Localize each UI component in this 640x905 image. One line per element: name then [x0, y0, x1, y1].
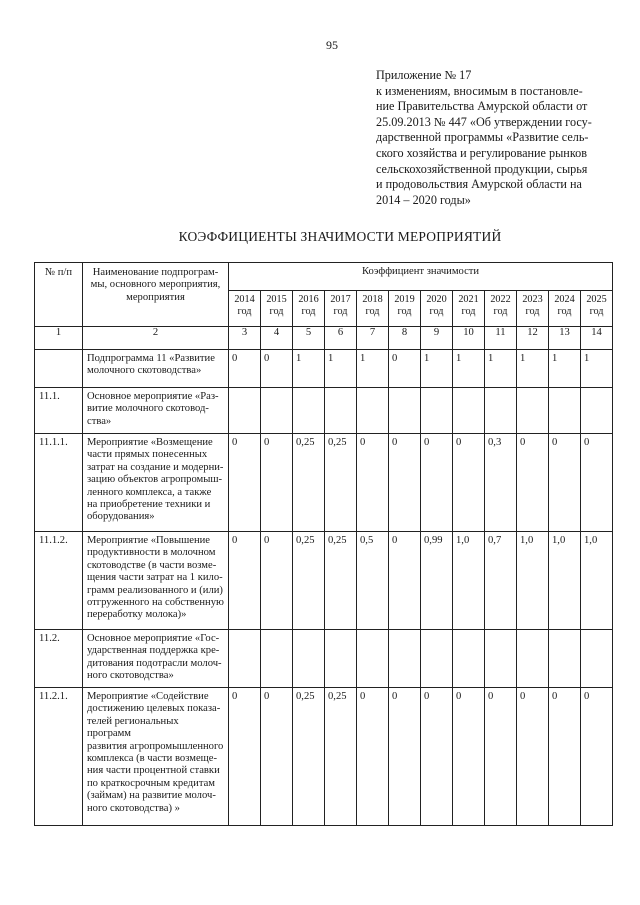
- coefficient-value: 0: [389, 688, 421, 826]
- coefficient-value: 0,25: [325, 532, 357, 630]
- table-row: [35, 630, 613, 688]
- appendix-line: Приложение № 17: [376, 68, 472, 82]
- table-row: [35, 350, 613, 388]
- coefficient-value: 0: [485, 688, 517, 826]
- coefficient-value: 0,5: [357, 532, 389, 630]
- row-name: Подпрограмма 11 «Развитие молочного скотоводства»: [83, 350, 229, 388]
- row-name: Основное мероприятие «Гос- ударственная поддержка кре- дитования подотрасли молоч- ного скотоводства»: [83, 630, 229, 688]
- row-number: 11.2.: [35, 630, 83, 688]
- coefficient-value: 0: [453, 434, 485, 532]
- coefficient-value: [389, 630, 421, 688]
- index-cell: 11: [485, 327, 517, 350]
- coefficient-value: 1: [357, 350, 389, 388]
- coefficient-value: 0: [581, 434, 613, 532]
- coefficient-value: 0,25: [325, 688, 357, 826]
- coefficient-value: [325, 630, 357, 688]
- coefficients-table: [34, 262, 613, 826]
- coefficient-value: 0: [229, 688, 261, 826]
- header-year: 2021 год: [453, 291, 485, 327]
- document-title: КОЭФФИЦИЕНТЫ ЗНАЧИМОСТИ МЕРОПРИЯТИЙ: [178, 229, 502, 244]
- coefficient-value: [229, 630, 261, 688]
- coefficient-value: [549, 388, 581, 434]
- table-row: [35, 434, 613, 532]
- coefficient-value: [421, 630, 453, 688]
- header-year: 2022 год: [485, 291, 517, 327]
- coefficient-value: 0: [389, 350, 421, 388]
- coefficient-value: 0,25: [293, 434, 325, 532]
- coefficient-value: [293, 388, 325, 434]
- coefficient-value: [325, 388, 357, 434]
- coefficient-value: 1,0: [517, 532, 549, 630]
- coefficient-value: 0: [581, 688, 613, 826]
- coefficient-value: 0: [389, 532, 421, 630]
- coefficient-value: 1: [293, 350, 325, 388]
- coefficient-value: 0: [261, 350, 293, 388]
- index-cell: 14: [581, 327, 613, 350]
- coefficient-value: [421, 388, 453, 434]
- header-num: № п/п: [35, 263, 83, 327]
- coefficient-value: 1: [453, 350, 485, 388]
- appendix-line: ние Правительства Амурской области от: [376, 99, 588, 114]
- appendix-line: к изменениям, вносимым в постановле-: [376, 83, 583, 98]
- coefficient-value: 0: [549, 434, 581, 532]
- coefficient-value: [357, 630, 389, 688]
- coefficient-value: 1: [485, 350, 517, 388]
- coefficient-value: 1,0: [581, 532, 613, 630]
- coefficient-value: 0,3: [485, 434, 517, 532]
- row-name: Основное мероприятие «Раз- витие молочного скотовод- ства»: [83, 388, 229, 434]
- coefficient-value: [485, 388, 517, 434]
- index-cell: 13: [549, 327, 581, 350]
- coefficient-value: 0: [229, 350, 261, 388]
- coefficient-value: 0: [261, 688, 293, 826]
- coefficient-value: 0: [421, 434, 453, 532]
- header-year: 2023 год: [517, 291, 549, 327]
- coefficient-value: [517, 630, 549, 688]
- coefficient-value: [229, 388, 261, 434]
- coefficient-value: [549, 630, 581, 688]
- header-year: 2019 год: [389, 291, 421, 327]
- coefficient-value: [453, 388, 485, 434]
- coefficient-value: 1,0: [549, 532, 581, 630]
- coefficient-value: 0: [229, 434, 261, 532]
- header-year: 2014 год: [229, 291, 261, 327]
- appendix-line: и продовольствия Амурской области на: [376, 177, 582, 192]
- coefficient-value: 0: [229, 532, 261, 630]
- row-number: [35, 350, 83, 388]
- coefficient-value: 0: [389, 434, 421, 532]
- coefficient-value: 0: [421, 688, 453, 826]
- coefficient-value: 1: [421, 350, 453, 388]
- header-year: 2025 год: [581, 291, 613, 327]
- coefficient-value: [581, 388, 613, 434]
- table-row: [35, 688, 613, 826]
- header-year: 2018 год: [357, 291, 389, 327]
- row-name: Мероприятие «Возмещение части прямых понесенных затрат на создание и модерни- зацию объектов агропромыш- ленного комплекса, а также на приобретение техники и оборудования»: [83, 434, 229, 532]
- row-name: Мероприятие «Содействие достижению целевых показа- телей региональных программ развития агропромышленного комплекса (в части возмеще- ния части процентной ставки по краткосрочным кредитам (займам) на развитие молоч- ного скотоводства) »: [83, 688, 229, 826]
- coefficient-value: 0: [357, 434, 389, 532]
- header-name: Наименование подпрограм- мы, основного мероприятия, мероприятия: [83, 263, 229, 327]
- appendix-line: сельскохозяйственной продукции, сырья: [376, 161, 588, 176]
- coefficient-value: 0,99: [421, 532, 453, 630]
- coefficient-value: 0: [261, 434, 293, 532]
- row-number: 11.1.1.: [35, 434, 83, 532]
- coefficient-value: 0,7: [485, 532, 517, 630]
- index-cell: 10: [453, 327, 485, 350]
- coefficient-value: 0,25: [293, 532, 325, 630]
- coefficient-value: 0,25: [293, 688, 325, 826]
- index-cell: 3: [229, 327, 261, 350]
- coefficient-value: [261, 388, 293, 434]
- index-cell: 2: [83, 327, 229, 350]
- appendix-line: 2014 – 2020 годы»: [376, 192, 471, 207]
- table-row: [35, 532, 613, 630]
- coefficient-value: 0: [517, 434, 549, 532]
- coefficient-value: 1: [581, 350, 613, 388]
- coefficient-value: [453, 630, 485, 688]
- coefficient-value: [357, 388, 389, 434]
- coefficient-value: 0: [261, 532, 293, 630]
- index-cell: 7: [357, 327, 389, 350]
- index-cell: 9: [421, 327, 453, 350]
- coefficient-value: 0,25: [325, 434, 357, 532]
- header-year: 2020 год: [421, 291, 453, 327]
- coefficient-value: 1: [325, 350, 357, 388]
- row-number: 11.1.: [35, 388, 83, 434]
- header-year: 2017 год: [325, 291, 357, 327]
- index-cell: 1: [35, 327, 83, 350]
- index-cell: 8: [389, 327, 421, 350]
- table-row: [35, 388, 613, 434]
- coefficient-value: 0: [517, 688, 549, 826]
- appendix-line: дарственной программы «Развитие сель-: [376, 130, 589, 145]
- coefficient-value: 0: [453, 688, 485, 826]
- coefficient-value: [293, 630, 325, 688]
- coefficient-value: 1: [549, 350, 581, 388]
- appendix-line: 25.09.2013 № 447 «Об утверждении госу-: [376, 114, 592, 129]
- index-cell: 12: [517, 327, 549, 350]
- page-number: 95: [326, 38, 338, 52]
- coefficient-value: [581, 630, 613, 688]
- row-name: Мероприятие «Повышение продуктивности в молочном скотоводстве (в части возме- щения части затрат на 1 кило- грамм реализованного и (или) отгруженного на собственную переработку молока)»: [83, 532, 229, 630]
- appendix-note: [376, 68, 616, 208]
- coefficient-value: 0: [549, 688, 581, 826]
- header-coefficient: Коэффициент значимости: [229, 263, 613, 291]
- coefficient-value: 1: [517, 350, 549, 388]
- row-number: 11.2.1.: [35, 688, 83, 826]
- coefficient-value: 0: [357, 688, 389, 826]
- header-year: 2016 год: [293, 291, 325, 327]
- index-cell: 5: [293, 327, 325, 350]
- coefficient-value: 1,0: [453, 532, 485, 630]
- appendix-line: ского хозяйства и регулирование рынков: [376, 145, 587, 160]
- coefficient-value: [389, 388, 421, 434]
- row-number: 11.1.2.: [35, 532, 83, 630]
- index-cell: 6: [325, 327, 357, 350]
- coefficient-value: [261, 630, 293, 688]
- coefficient-value: [517, 388, 549, 434]
- header-year: 2015 год: [261, 291, 293, 327]
- index-cell: 4: [261, 327, 293, 350]
- coefficient-value: [485, 630, 517, 688]
- header-year: 2024 год: [549, 291, 581, 327]
